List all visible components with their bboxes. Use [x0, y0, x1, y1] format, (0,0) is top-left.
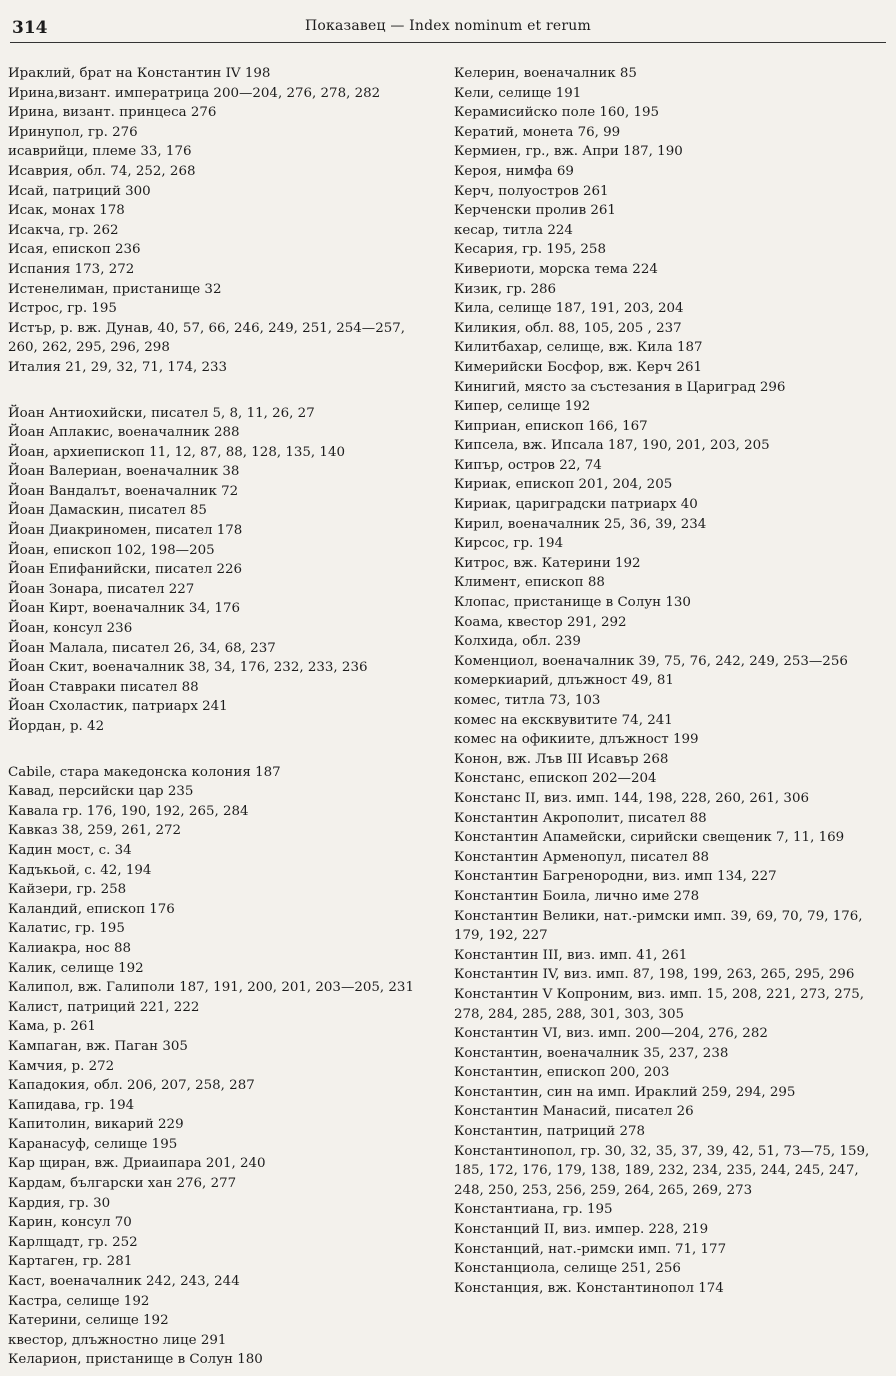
index-entry: Кадъкьой, с. 42, 194 [8, 862, 152, 878]
index-entry: Катерини, селище 192 [8, 1313, 169, 1329]
index-entry: Кизик, гр. 286 [454, 281, 557, 297]
index-entry: Каландий, епископ 176 [8, 901, 175, 917]
index-entry: Калатис, гр. 195 [8, 921, 125, 937]
index-entry: Йоан Антиохийски, писател 5, 8, 11, 26, 27 [8, 405, 315, 421]
index-entry: Йоан Вандалът, военачалник 72 [8, 483, 239, 499]
index-entry: Ирина, визант. принцеса 276 [8, 105, 217, 121]
index-entry: Йордан, р. 42 [8, 719, 105, 734]
index-entry: Калиакра, нос 88 [8, 940, 131, 956]
index-entry: Константин Апамейски, сирийски свещеник 7, 11, 169 [454, 830, 845, 846]
index-entry: Кинигий, място за състезания в Цариград 296 [454, 379, 786, 395]
index-entry: Йоан, архиепископ 11, 12, 87, 88, 128, 135, 140 [8, 444, 345, 460]
running-title: Показавец — Index nominum et rerum [304, 18, 591, 34]
index-entry: комес на ексквувитите 74, 241 [454, 712, 673, 728]
index-entry: Карин, консул 70 [8, 1215, 132, 1231]
index-entry: Кирсос, гр. 194 [454, 536, 564, 552]
index-entry: Киликия, обл. 88, 105, 205 , 237 [454, 320, 682, 336]
index-entry: Йоан Аплакис, военачалник 288 [8, 425, 240, 441]
index-entry: Колхида, обл. 239 [454, 634, 581, 650]
index-entry: Константин Манасий, писател 26 [454, 1104, 694, 1120]
index-entry: Кипсела, вж. Ипсала 187, 190, 201, 203, 205 [454, 438, 770, 454]
index-entry: Исай, патриций 300 [8, 183, 151, 199]
index-entry: комес, титла 73, 103 [454, 693, 601, 708]
page-number: 314 [12, 18, 48, 38]
index-entry: Констанс II, виз. имп. 144, 198, 228, 260, 261, 306 [454, 790, 809, 806]
index-entry: Иринупол, гр. 276 [8, 124, 138, 140]
section-gap [8, 737, 433, 763]
index-entry: Исаврия, обл. 74, 252, 268 [8, 163, 196, 179]
index-entry: Келарион, пристанище в Солун 180 [8, 1352, 263, 1368]
index-entry: Кавала гр. 176, 190, 192, 265, 284 [8, 803, 249, 819]
index-entry: Килитбахар, селище, вж. Кила 187 [454, 340, 703, 356]
index-entry: Капитолин, викарий 229 [8, 1117, 184, 1133]
index-entry: Кесария, гр. 195, 258 [454, 242, 606, 258]
index-entry: Кампаган, вж. Паган 305 [8, 1038, 188, 1054]
index-entry: Капидава, гр. 194 [8, 1097, 135, 1113]
index-entry: Константинопол, гр. 30, 32, 35, 37, 39, 42, 51, 73—75, 159, 185, 172, 176, 179, 138, 189, 232, 234, 235, 244, 245, 247, 248, 250, 253, 256, 259, 264, 265, 269, 273 [454, 1143, 870, 1198]
index-entry: Карлщадт, гр. 252 [8, 1234, 138, 1250]
index-entry: Кератий, монета 76, 99 [454, 124, 621, 140]
index-entry: кесар, титла 224 [454, 222, 573, 238]
index-entry: квестор, длъжностно лице 291 [8, 1332, 227, 1348]
index-entry: Кар щиран, вж. Дриаипара 201, 240 [8, 1156, 266, 1172]
index-entry: Калист, патриций 221, 222 [8, 999, 200, 1015]
index-entry: Исакча, гр. 262 [8, 222, 119, 238]
index-entry: Исак, монах 178 [8, 203, 125, 219]
index-entry: Йоан, консул 236 [8, 621, 133, 637]
index-entry: Йоан Малала, писател 26, 34, 68, 237 [8, 640, 276, 656]
index-entry: Исая, епископ 236 [8, 242, 141, 258]
index-entry: Кипър, остров 22, 74 [454, 457, 602, 473]
index-entry: Киприан, епископ 166, 167 [454, 418, 648, 434]
index-entry: Констанциола, селище 251, 256 [454, 1261, 681, 1277]
index-entry: Йоан Валериан, военачалник 38 [8, 464, 240, 480]
index-entry: Истър, р. вж. Дунав, 40, 57, 66, 246, 249, 251, 254—257, 260, 262, 295, 296, 298 [8, 320, 406, 356]
right-column [454, 64, 884, 1298]
index-entry: Йоан Епифанийски, писател 226 [8, 562, 243, 578]
index-entry: Кивериоти, морска тема 224 [454, 261, 658, 277]
index-entry: Кимерийски Босфор, вж. Керч 261 [454, 359, 703, 375]
index-entry: Кели, селище 191 [454, 85, 582, 101]
index-entry: Кавад, персийски цар 235 [8, 784, 194, 800]
index-entry: Йоан Скит, военачалник 38, 34, 176, 232, 233, 236 [8, 660, 368, 676]
index-entry: Коменциол, военачалник 39, 75, 76, 242, 249, 253—256 [454, 653, 848, 669]
index-entry: Кероя, нимфа 69 [454, 163, 574, 179]
index-entry: Константин VI, виз. имп. 200—204, 276, 282 [454, 1026, 768, 1042]
index-entry: Кадин мост, с. 34 [8, 842, 132, 858]
index-entry: комес на офикиите, длъжност 199 [454, 732, 699, 748]
index-entry: Кардия, гр. 30 [8, 1195, 111, 1211]
index-entry: Калик, селище 192 [8, 960, 144, 976]
index-entry: Йоан, епископ 102, 198—205 [8, 542, 215, 558]
index-entry: Константин, военачалник 35, 237, 238 [454, 1045, 729, 1061]
index-entry: Кама, р. 261 [8, 1019, 96, 1035]
index-entry: Констанс, епископ 202—204 [454, 771, 657, 787]
index-entry: Картаген, гр. 281 [8, 1254, 133, 1270]
index-entry: Кирил, военачалник 25, 36, 39, 234 [454, 516, 707, 532]
index-entry: Каранасуф, селище 195 [8, 1136, 178, 1152]
index-entry: Константин Арменопул, писател 88 [454, 849, 710, 865]
index-entry: Конон, вж. Лъв III Исавър 268 [454, 751, 669, 767]
index-entry: Константин Велики, нат.-римски имп. 39, 69, 70, 79, 176, 179, 192, 227 [454, 908, 863, 944]
index-entry: Климент, епископ 88 [454, 575, 605, 591]
left-column [8, 64, 433, 1370]
index-entry: Келерин, военачалник 85 [454, 66, 637, 81]
index-entry: Ираклий, брат на Константин IV 198 [8, 66, 271, 81]
index-entry: Йоан Кирт, военачалник 34, 176 [8, 601, 241, 617]
index-entry: Йоан Диакриномен, писател 178 [8, 523, 243, 539]
index-entry: Кириак, цариградски патриарх 40 [454, 497, 698, 513]
index-entry: Константин, син на имп. Ираклий 259, 294, 295 [454, 1084, 796, 1100]
index-entry: Cabile, стара македонска колония 187 [8, 764, 281, 780]
index-entry: Констанция, вж. Константинопол 174 [454, 1280, 724, 1296]
header-rule [10, 42, 886, 43]
index-entry: Китрос, вж. Катерини 192 [454, 555, 641, 571]
page-header [10, 12, 886, 40]
index-entry: Каст, военачалник 242, 243, 244 [8, 1274, 240, 1290]
index-entry: комеркиарий, длъжност 49, 81 [454, 673, 674, 689]
index-entry: Кириак, епископ 201, 204, 205 [454, 477, 673, 493]
index-entry: Кардам, български хан 276, 277 [8, 1176, 237, 1192]
index-entry: Кавказ 38, 259, 261, 272 [8, 823, 182, 839]
index-entry: Константин Багренородни, виз. имп 134, 227 [454, 869, 777, 885]
index-entry: Йоан Зонара, писател 227 [8, 581, 195, 597]
index-entry: Калипол, вж. Галиполи 187, 191, 200, 201, 203—205, 231 [8, 980, 414, 996]
section-gap [8, 378, 433, 404]
index-entry: Константин Боила, лично име 278 [454, 888, 700, 904]
index-entry: Константин Акрополит, писател 88 [454, 810, 707, 826]
index-entry: Константиана, гр. 195 [454, 1202, 613, 1218]
index-entry: Константин III, виз. имп. 41, 261 [454, 947, 688, 963]
index-entry: Йоан Схоластик, патриарх 241 [8, 699, 228, 715]
index-entry: Камчия, р. 272 [8, 1058, 115, 1074]
index-entry: Истрос, гр. 195 [8, 301, 117, 317]
index-entry: Кайзери, гр. 258 [8, 882, 127, 898]
index-entry: Константин, епископ 200, 203 [454, 1065, 670, 1081]
index-entry: Константин, патриций 278 [454, 1124, 646, 1140]
index-entry: Констанций II, виз. импер. 228, 219 [454, 1222, 709, 1238]
index-entry: Кипер, селище 192 [454, 399, 591, 415]
index-entry: Йоан Ставраки писател 88 [8, 679, 199, 695]
index-entry: исаврийци, племе 33, 176 [8, 144, 192, 160]
index-entry: Италия 21, 29, 32, 71, 174, 233 [8, 359, 228, 375]
index-entry: Коама, квестор 291, 292 [454, 614, 627, 630]
index-entry: Ирина,визант. императрица 200—204, 276, 278, 282 [8, 85, 381, 101]
index-entry: Констанций, нат.-римски имп. 71, 177 [454, 1241, 727, 1257]
index-entry: Кила, селище 187, 191, 203, 204 [454, 301, 684, 317]
index-entry: Испания 173, 272 [8, 261, 135, 277]
index-entry: Кастра, селище 192 [8, 1293, 150, 1309]
index-entry: Керченски пролив 261 [454, 203, 616, 219]
index-entry: Кападокия, обл. 206, 207, 258, 287 [8, 1078, 255, 1094]
index-entry: Кермиен, гр., вж. Апри 187, 190 [454, 144, 683, 160]
index-entry: Истенелиман, пристанище 32 [8, 281, 222, 297]
index-entry: Керамисийско поле 160, 195 [454, 105, 660, 121]
index-entry: Константин IV, виз. имп. 87, 198, 199, 263, 265, 295, 296 [454, 967, 855, 983]
index-entry: Константин V Копроним, виз. имп. 15, 208, 221, 273, 275, 278, 284, 285, 288, 301, 303, 305 [454, 986, 865, 1022]
index-entry: Клопас, пристанище в Солун 130 [454, 595, 691, 611]
index-entry: Йоан Дамаскин, писател 85 [8, 503, 207, 519]
index-entry: Керч, полуостров 261 [454, 183, 609, 199]
